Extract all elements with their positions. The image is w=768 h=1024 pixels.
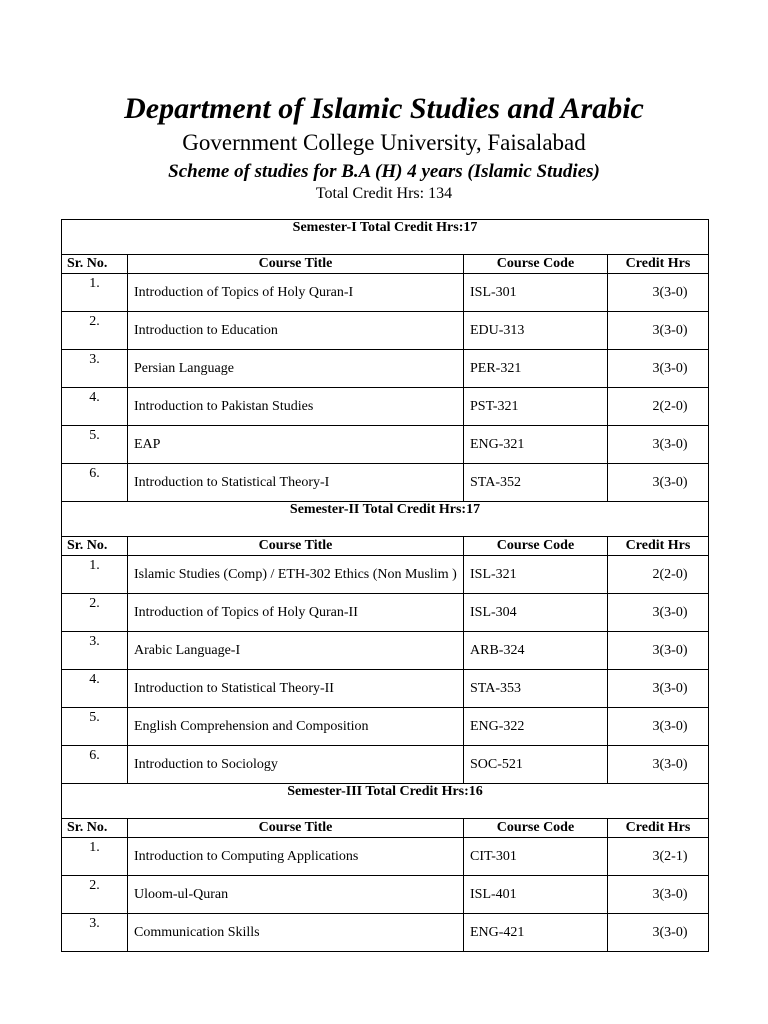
header-course-title: Course Title	[128, 255, 464, 274]
semester-heading-row	[62, 220, 709, 255]
header-course-code: Course Code	[464, 819, 608, 838]
course-title: Introduction to Education	[128, 312, 464, 350]
course-title: Introduction to Computing Applications	[128, 838, 464, 876]
table-row	[62, 876, 709, 914]
table-row	[62, 350, 709, 388]
course-title: Introduction to Statistical Theory-I	[128, 464, 464, 502]
credit-hours: 3(3-0)	[608, 632, 709, 670]
credit-hours: 3(3-0)	[608, 464, 709, 502]
header-credit-hrs: Credit Hrs	[608, 537, 709, 556]
course-code: ARB-324	[464, 632, 608, 670]
column-header-row	[62, 537, 709, 556]
table-row	[62, 708, 709, 746]
table-row	[62, 594, 709, 632]
credit-hours: 3(3-0)	[608, 312, 709, 350]
course-code: PST-321	[464, 388, 608, 426]
serial-number: 6.	[62, 464, 128, 502]
course-code: ISL-401	[464, 876, 608, 914]
header-course-code: Course Code	[464, 537, 608, 556]
course-title: Introduction of Topics of Holy Quran-II	[128, 594, 464, 632]
semester-heading-row	[62, 502, 709, 537]
credit-hours: 3(3-0)	[608, 594, 709, 632]
course-code: ENG-322	[464, 708, 608, 746]
credit-hours: 2(2-0)	[608, 556, 709, 594]
course-title: English Comprehension and Composition	[128, 708, 464, 746]
credit-hours: 2(2-0)	[608, 388, 709, 426]
header-sr-no: Sr. No.	[62, 255, 128, 274]
credit-hours: 3(3-0)	[608, 876, 709, 914]
serial-number: 2.	[62, 594, 128, 632]
header-course-code: Course Code	[464, 255, 608, 274]
credit-hours: 3(3-0)	[608, 350, 709, 388]
course-code: STA-353	[464, 670, 608, 708]
course-title: Introduction of Topics of Holy Quran-I	[128, 274, 464, 312]
course-code: CIT-301	[464, 838, 608, 876]
serial-number: 1.	[62, 274, 128, 312]
table-row	[62, 388, 709, 426]
scheme-title: Scheme of studies for B.A (H) 4 years (Islamic Studies)	[168, 161, 600, 182]
table-row	[62, 746, 709, 784]
course-title: Uloom-ul-Quran	[128, 876, 464, 914]
header-credit-hrs: Credit Hrs	[608, 255, 709, 274]
course-code: ISL-304	[464, 594, 608, 632]
semester-heading: Semester-III Total Credit Hrs:16	[62, 784, 709, 819]
header-credit-hrs: Credit Hrs	[608, 819, 709, 838]
table-row	[62, 838, 709, 876]
credit-hours: 3(2-1)	[608, 838, 709, 876]
semester-heading: Semester-I Total Credit Hrs:17	[62, 220, 709, 255]
serial-number: 5.	[62, 426, 128, 464]
course-title: Introduction to Pakistan Studies	[128, 388, 464, 426]
serial-number: 3.	[62, 632, 128, 670]
course-code: ISL-301	[464, 274, 608, 312]
semester-heading: Semester-II Total Credit Hrs:17	[62, 502, 709, 537]
table-row	[62, 312, 709, 350]
document-header	[0, 90, 768, 204]
header-course-title: Course Title	[128, 819, 464, 838]
department-title: Department of Islamic Studies and Arabic	[124, 92, 644, 125]
table-row	[62, 464, 709, 502]
course-title: Arabic Language-I	[128, 632, 464, 670]
column-header-row	[62, 255, 709, 274]
credit-hours: 3(3-0)	[608, 274, 709, 312]
serial-number: 3.	[62, 914, 128, 952]
serial-number: 1.	[62, 556, 128, 594]
course-code: PER-321	[464, 350, 608, 388]
serial-number: 5.	[62, 708, 128, 746]
header-sr-no: Sr. No.	[62, 819, 128, 838]
column-header-row	[62, 819, 709, 838]
credit-hours: 3(3-0)	[608, 746, 709, 784]
header-course-title: Course Title	[128, 537, 464, 556]
course-title: EAP	[128, 426, 464, 464]
scheme-of-studies-table	[61, 219, 709, 952]
course-code: ISL-321	[464, 556, 608, 594]
header-sr-no: Sr. No.	[62, 537, 128, 556]
serial-number: 1.	[62, 838, 128, 876]
course-code: STA-352	[464, 464, 608, 502]
table-row	[62, 632, 709, 670]
course-title: Communication Skills	[128, 914, 464, 952]
course-code: ENG-321	[464, 426, 608, 464]
serial-number: 4.	[62, 670, 128, 708]
university-name: Government College University, Faisalabad	[182, 130, 586, 155]
table-row	[62, 426, 709, 464]
credit-hours: 3(3-0)	[608, 708, 709, 746]
course-title: Persian Language	[128, 350, 464, 388]
credit-hours: 3(3-0)	[608, 426, 709, 464]
table-row	[62, 274, 709, 312]
course-code: EDU-313	[464, 312, 608, 350]
course-title: Introduction to Sociology	[128, 746, 464, 784]
serial-number: 6.	[62, 746, 128, 784]
semester-heading-row	[62, 784, 709, 819]
serial-number: 4.	[62, 388, 128, 426]
course-code: ENG-421	[464, 914, 608, 952]
table-row	[62, 556, 709, 594]
table-row	[62, 670, 709, 708]
course-title: Islamic Studies (Comp) / ETH-302 Ethics (Non Muslim )	[128, 556, 464, 594]
serial-number: 2.	[62, 312, 128, 350]
credit-hours: 3(3-0)	[608, 914, 709, 952]
credit-hours: 3(3-0)	[608, 670, 709, 708]
serial-number: 2.	[62, 876, 128, 914]
total-credit-hours: Total Credit Hrs: 134	[315, 185, 453, 202]
serial-number: 3.	[62, 350, 128, 388]
course-code: SOC-521	[464, 746, 608, 784]
table-row	[62, 914, 709, 952]
course-title: Introduction to Statistical Theory-II	[128, 670, 464, 708]
